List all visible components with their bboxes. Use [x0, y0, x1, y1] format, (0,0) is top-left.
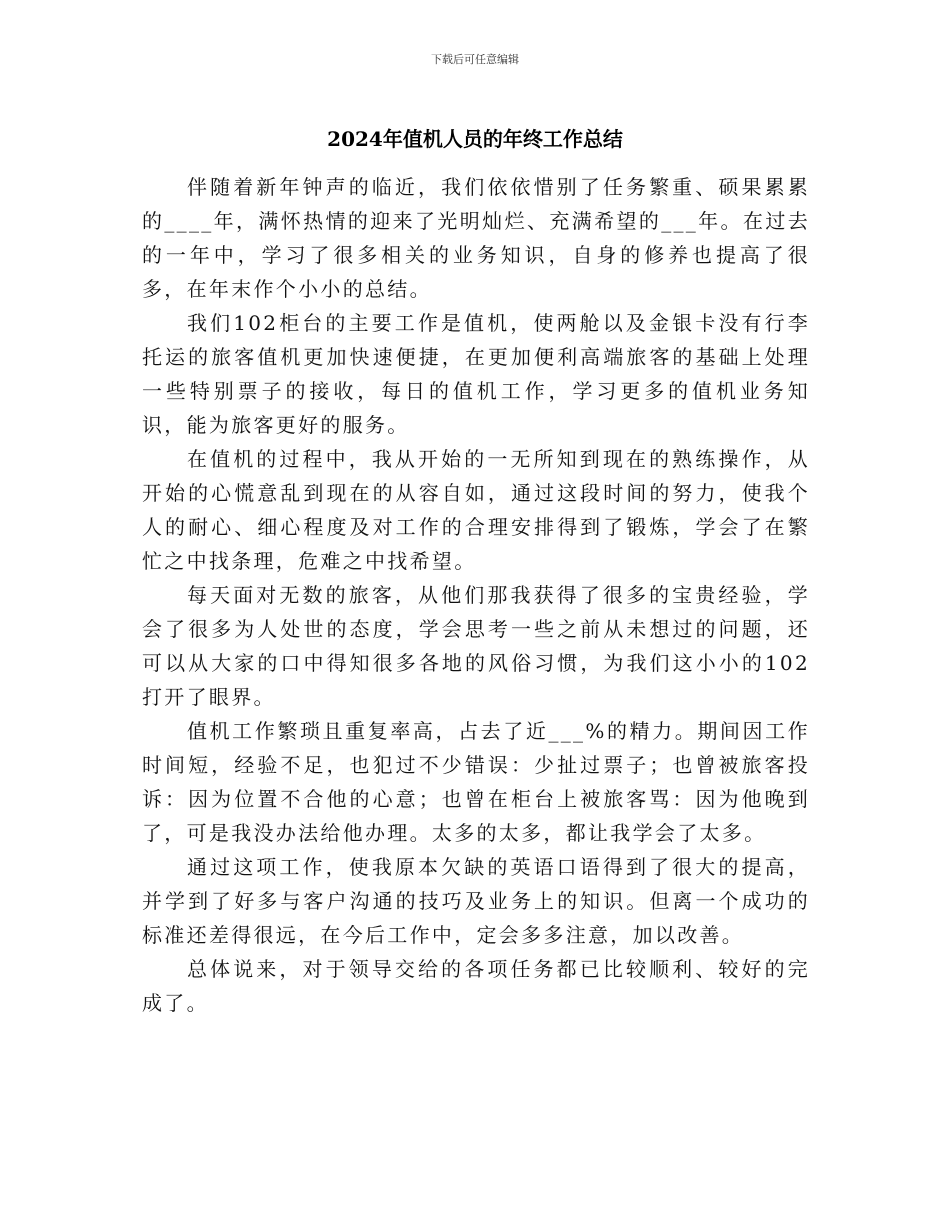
paragraph-3: 在值机的过程中，我从开始的一无所知到现在的熟练操作，从开始的心慌意乱到现在的从容自如，通过这段时间的努力，使我个人的耐心、细心程度及对工作的合理安排得到了锻炼，学会了在繁忙之中找条理，危难之中找希望。 — [142, 447, 810, 573]
document-body — [142, 170, 810, 1020]
document-title: 2024年值机人员的年终工作总结 — [327, 127, 623, 151]
paragraph-4: 每天面对无数的旅客，从他们那我获得了很多的宝贵经验，学会了很多为人处世的态度，学会思考一些之前从未想过的问题，还可以从大家的口中得知很多各地的风俗习惯，为我们这小小的102打开了眼界。 — [142, 583, 810, 709]
page-header: 下载后可任意编辑 — [431, 53, 519, 66]
paragraph-6: 通过这项工作，使我原本欠缺的英语口语得到了很大的提高，并学到了好多与客户沟通的技巧及业务上的知识。但离一个成功的标准还差得很远，在今后工作中，定会多多注意，加以改善。 — [142, 855, 810, 947]
paragraph-7: 总体说来，对于领导交给的各项任务都已比较顺利、较好的完成了。 — [142, 957, 810, 1015]
paragraph-5: 值机工作繁琐且重复率高，占去了近___%的精力。期间因工作时间短，经验不足，也犯过不少错误：少扯过票子；也曾被旅客投诉：因为位置不合他的心意；也曾在柜台上被旅客骂：因为他晚到了，可是我没办法给他办理。太多的太多，都让我学会了太多。 — [142, 719, 810, 845]
paragraph-1: 伴随着新年钟声的临近，我们依依惜别了任务繁重、硕果累累的____年，满怀热情的迎来了光明灿烂、充满希望的___年。在过去的一年中，学习了很多相关的业务知识，自身的修养也提高了很多，在年末作个小小的总结。 — [142, 175, 810, 301]
paragraph-2: 我们102柜台的主要工作是值机，使两舱以及金银卡没有行李托运的旅客值机更加快速便捷，在更加便利高端旅客的基础上处理一些特别票子的接收，每日的值机工作，学习更多的值机业务知识，能为旅客更好的服务。 — [142, 311, 810, 437]
